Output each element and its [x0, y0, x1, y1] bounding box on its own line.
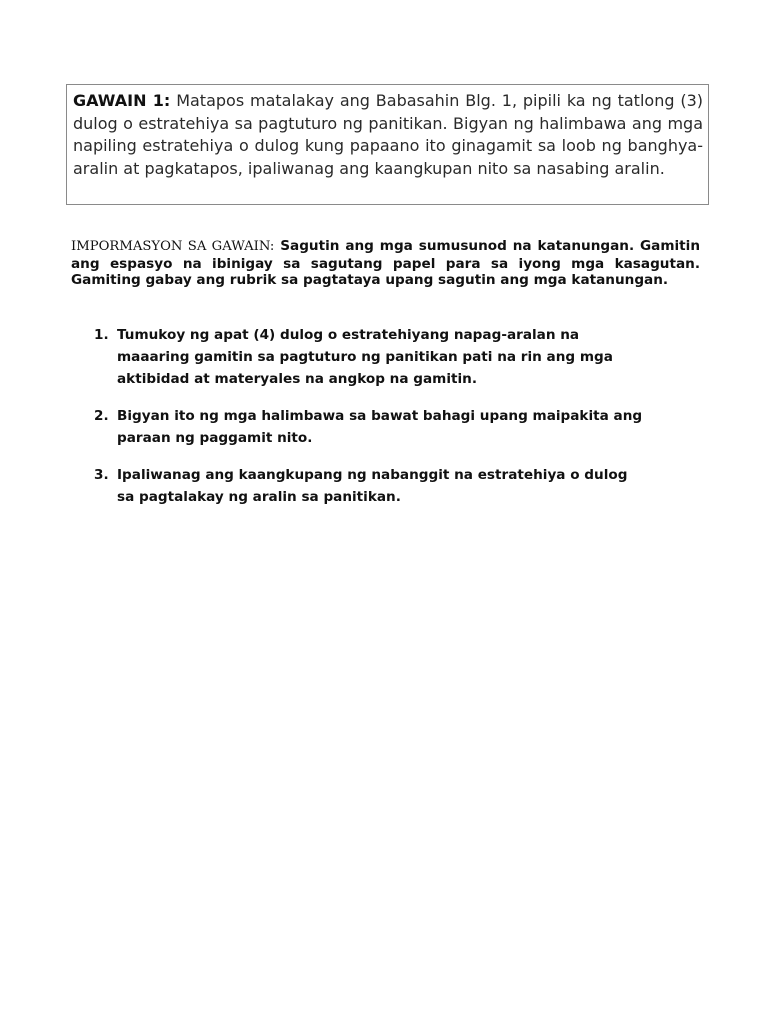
question-number: 1. [94, 327, 109, 343]
info-paragraph [71, 238, 700, 289]
question-line: Bigyan ito ng mga halimbawa sa bawat bahagi upang maipakita ang [117, 408, 643, 424]
question-list [94, 324, 694, 523]
info-text: Sagutin ang mga sumusunod na katanungan. Gamitin ang espasyo na ibinigay sa sagutang papel para sa iyong mga kasagutan. Gamiting gabay ang rubrik sa pagtataya upang sagutin ang mga katanungan. [71, 238, 700, 289]
info-label: IMPORMASYON SA GAWAIN: [71, 239, 275, 254]
gawain-text: Matapos matalakay ang Babasahin Blg. 1, pipili ka ng tatlong (3) dulog o estratehiya sa pagtuturo ng panitikan. Bigyan ng halimbawa ang mga napiling estratehiya o dulog kung papaano ito ginagamit sa loob ng banghya-aralin at pagkatapos, ipaliwanag ang kaangkupan nito sa nasabing aralin. [73, 91, 704, 178]
gawain-label: GAWAIN 1: [73, 91, 171, 110]
question-line: paraan ng paggamit nito. [117, 430, 313, 446]
question-item-1 [94, 324, 694, 390]
question-line: Ipaliwanag ang kaangkupang ng nabanggit na estratehiya o dulog [117, 467, 628, 483]
question-item-3 [94, 464, 694, 508]
question-line: Tumukoy ng apat (4) dulog o estratehiyang napag-aralan na [117, 327, 580, 343]
question-line: sa pagtalakay ng aralin sa panitikan. [117, 489, 401, 505]
question-line: aktibidad at materyales na angkop na gamitin. [117, 371, 477, 387]
question-number: 2. [94, 408, 109, 424]
question-item-2 [94, 405, 694, 449]
question-number: 3. [94, 467, 109, 483]
gawain-box [66, 84, 709, 205]
question-line: maaaring gamitin sa pagtuturo ng panitikan pati na rin ang mga [117, 349, 613, 365]
